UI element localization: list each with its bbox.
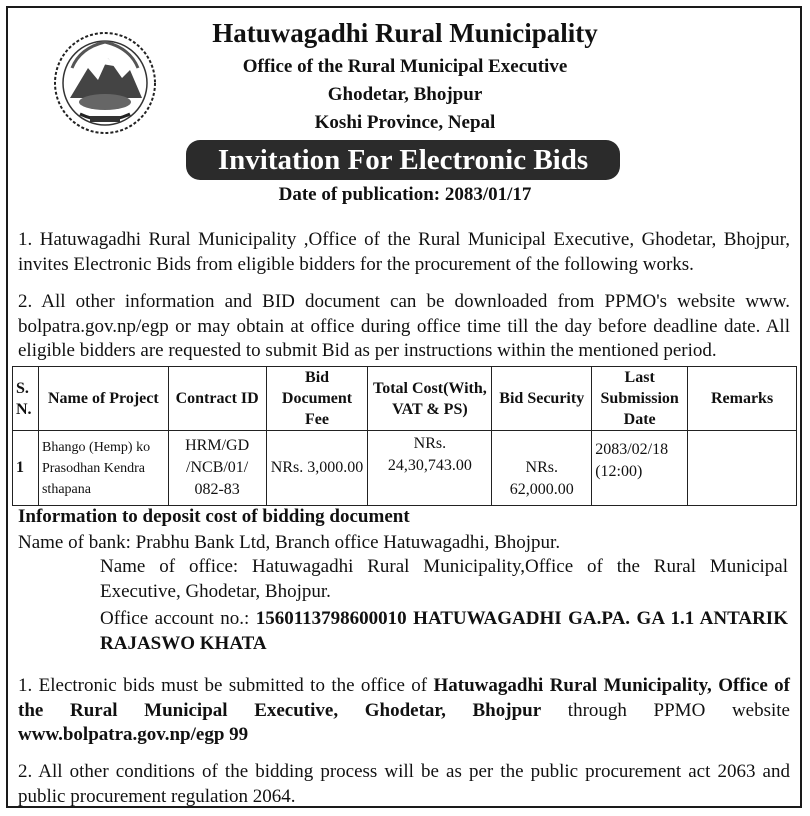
col-fee: Bid Document Fee <box>266 367 368 431</box>
col-cost: Total Cost(With, VAT & PS) <box>368 367 492 431</box>
address-line-1: Ghodetar, Bhojpur <box>327 84 483 105</box>
deposit-heading: Information to deposit cost of bidding document <box>18 506 410 527</box>
condition-1 <box>18 674 790 748</box>
bid-table <box>12 366 797 506</box>
table-row <box>13 431 797 506</box>
paragraph-1: 1. Hatuwagadhi Rural Municipality ,Office of the Rural Municipal Executive, Ghodetar, Bhojpur, invites Electronic Bids from eligible bidders for the procurement of the following works. <box>18 229 790 275</box>
col-last: Last Submission Date <box>592 367 688 431</box>
condition-2: 2. All other conditions of the bidding process will be as per the public procurement act 2063 and public procurement regulation 2064. <box>18 761 790 807</box>
deposit-account <box>100 607 788 656</box>
address-line-2: Koshi Province, Nepal <box>314 112 496 133</box>
cell-name: Bhango (Hemp) ko Prasodhan Kendra sthapana <box>38 431 168 506</box>
account-label: Office account no.: <box>100 608 256 629</box>
cell-contract: HRM/GD /NCB/01/ 082-83 <box>168 431 266 506</box>
cell-cost: NRs. 24,30,743.00 <box>368 431 492 506</box>
col-sn: S. N. <box>13 367 39 431</box>
deposit-office: Name of office: Hatuwagadhi Rural Municipality,Office of the Rural Municipal Executive, Ghodetar, Bhojpur. <box>100 556 788 602</box>
paragraph-2: 2. All other information and BID document can be downloaded from PPMO's website www. bolpatra.gov.np/egp or may obtain at office during office time till the day before deadline date. All eligible bidders are requested to submit Bid as per instructions within the mentioned period. <box>18 291 790 361</box>
org-name: Hatuwagadhi Rural Municipality <box>212 18 598 48</box>
condition-1-pre: 1. Electronic bids must be submitted to the office of <box>18 675 434 696</box>
col-name: Name of Project <box>38 367 168 431</box>
cell-security: NRs. 62,000.00 <box>492 431 592 506</box>
condition-1-mid: through PPMO website <box>541 699 790 721</box>
notice-title: Invitation For Electronic Bids <box>186 140 620 180</box>
office-name: Office of the Rural Municipal Executive <box>242 56 568 77</box>
col-contract: Contract ID <box>168 367 266 431</box>
publication-date: Date of publication: 2083/01/17 <box>278 184 532 205</box>
cell-fee: NRs. 3,000.00 <box>266 431 368 506</box>
condition-1-office: Hatuwagadhi Rural Municipality, Office of the Rural Municipal Executive, Ghodetar, Bhojpur <box>18 675 790 721</box>
col-remarks: Remarks <box>688 367 797 431</box>
condition-1-url[interactable]: www.bolpatra.gov.np/egp 99 <box>18 724 249 745</box>
col-security: Bid Security <box>492 367 592 431</box>
cell-remarks <box>688 431 797 506</box>
deposit-bank: Name of bank: Prabhu Bank Ltd, Branch office Hatuwagadhi, Bhojpur. <box>18 532 561 553</box>
table-header-row <box>13 367 797 431</box>
cell-sn: 1 <box>13 431 39 506</box>
account-number: 1560113798600010 HATUWAGADHI GA.PA. GA 1.1 ANTARIK RAJASWO KHATA <box>100 608 788 654</box>
cell-last: 2083/02/18 (12:00) <box>592 431 688 506</box>
